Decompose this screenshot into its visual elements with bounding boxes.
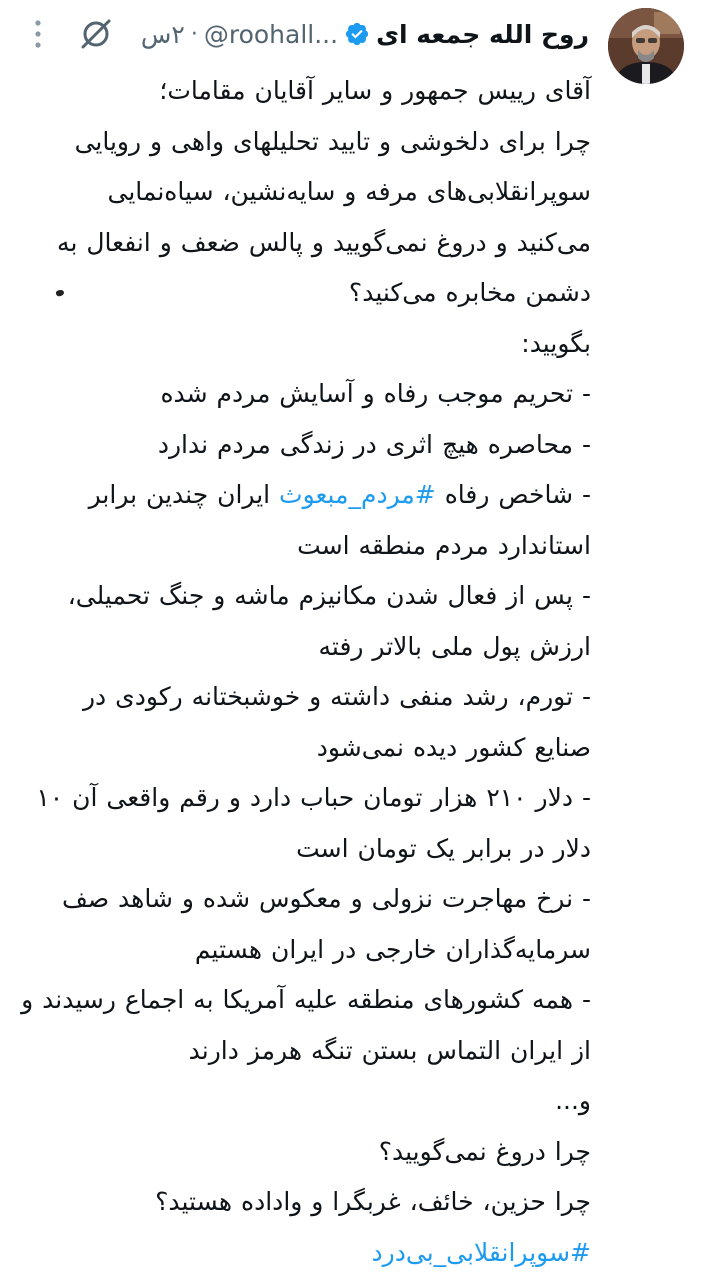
body-line: چرا دروغ نمی‌گویید؟ bbox=[378, 1136, 591, 1166]
body-line-with-hashtag bbox=[19, 470, 591, 521]
body-line: می‌کنید و دروغ نمی‌گویید و پالس ضعف و انفعال به bbox=[57, 227, 591, 257]
body-line-hashtag bbox=[19, 1228, 591, 1279]
body-line: آقای رییس جمهور و سایر آقایان مقامات؛ bbox=[159, 76, 591, 105]
hashtag-link[interactable]: #مردم_مبعوث bbox=[279, 480, 436, 509]
grok-icon[interactable] bbox=[78, 16, 114, 52]
tweet-body bbox=[19, 66, 591, 1278]
body-line: از ایران التماس بستن تنگه هرمز دارند bbox=[188, 1035, 591, 1065]
body-line: - تحریم موجب رفاه و آسایش مردم شده bbox=[160, 379, 591, 408]
header-separator: · bbox=[190, 21, 198, 47]
tweet-header bbox=[141, 14, 589, 54]
body-line: ارزش پول ملی بالاتر رفته bbox=[318, 631, 591, 661]
hashtag-link[interactable]: #سوپرانقلابی_بی‌درد bbox=[371, 1237, 591, 1267]
body-line: - دلار ۲۱۰ هزار تومان حباب دارد و رقم واقعی آن ۱۰ bbox=[36, 783, 591, 812]
body-line: - تورم، رشد منفی داشته و خوشبختانه رکودی در bbox=[82, 682, 591, 711]
body-line: سوپرانقلابی‌های مرفه و سایه‌نشین، سیاه‌نمایی bbox=[107, 177, 591, 206]
body-line: - محاصره هیچ اثری در زندگی مردم ندارد bbox=[157, 429, 591, 459]
body-line: - پس از فعال شدن مکانیزم ماشه و جنگ تحمیلی، bbox=[67, 581, 591, 610]
body-line: دلار در برابر یک تومان است bbox=[296, 833, 591, 863]
author-handle[interactable]: @roohall... bbox=[203, 19, 339, 49]
body-line: چرا حزین، خائف، غربگرا و واداده هستید؟ bbox=[155, 1187, 591, 1216]
body-line: سرمایه‌گذاران خارجی در ایران هستیم bbox=[194, 934, 591, 964]
tweet-timestamp[interactable]: ۲س bbox=[140, 19, 185, 49]
body-line: صنایع کشور دیده نمی‌شود bbox=[316, 732, 591, 762]
more-vertical-icon[interactable] bbox=[28, 18, 48, 50]
body-line: - همه کشورهای منطقه علیه آمریکا به اجماع رسیدند و bbox=[21, 985, 591, 1014]
body-line: استاندارد مردم منطقه است bbox=[297, 530, 591, 560]
body-line: - نرخ مهاجرت نزولی و معکوس شده و شاهد صف bbox=[61, 884, 591, 913]
body-line: بگویید: bbox=[521, 328, 591, 358]
body-line: چرا برای دلخوشی و تایید تحلیلهای واهی و رویایی bbox=[74, 126, 591, 156]
body-text-segment: - شاخص رفاه bbox=[435, 480, 591, 509]
avatar-image bbox=[608, 8, 684, 84]
body-line: و... bbox=[555, 1086, 591, 1115]
author-avatar[interactable] bbox=[608, 8, 684, 84]
verified-badge-icon bbox=[344, 21, 370, 47]
body-line: دشمن مخابره می‌کنید؟ bbox=[348, 278, 591, 307]
author-display-name[interactable]: روح الله جمعه ای bbox=[376, 19, 589, 49]
body-text-segment: ایران چندین برابر bbox=[88, 480, 280, 509]
